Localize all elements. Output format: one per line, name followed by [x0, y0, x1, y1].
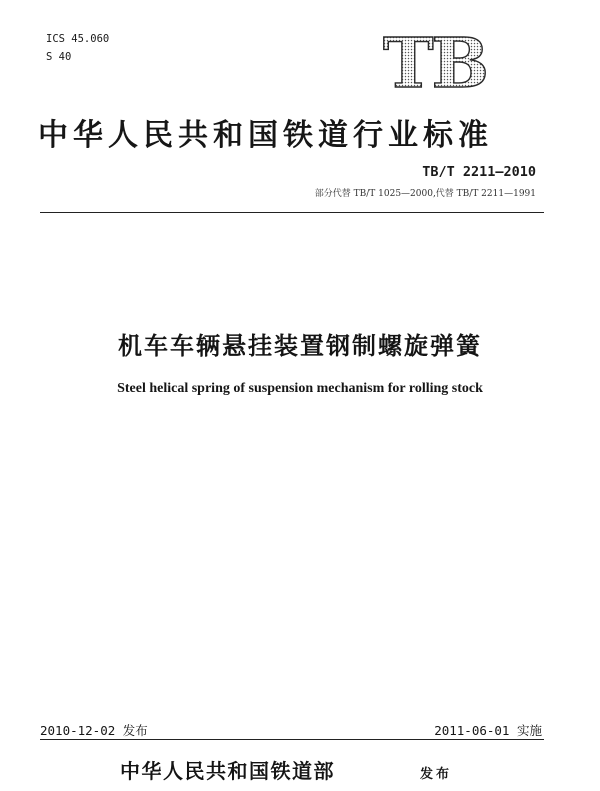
ccs-code: S 40 — [46, 51, 72, 63]
title-english: Steel helical spring of suspension mechanism for rolling stock — [117, 381, 483, 396]
title-chinese: 机车车辆悬挂装置钢制螺旋弹簧 — [118, 332, 482, 360]
top-divider — [40, 212, 544, 213]
ics-code: ICS 45.060 — [46, 33, 110, 45]
issue-date: 2010-12-02 发布 — [40, 723, 148, 738]
tb-logo-letters: TB — [382, 30, 488, 92]
bottom-divider — [40, 739, 544, 740]
replaces-note: 部分代替 TB/T 1025—2000,代替 TB/T 2211—1991 — [314, 189, 536, 199]
issuer-action: 发布 — [420, 767, 453, 782]
standard-code: TB/T 2211—2010 — [422, 164, 536, 180]
issuer-name: 中华人民共和国铁道部 — [120, 759, 335, 783]
masthead-title: 中华人民共和国铁道行业标准 — [38, 118, 493, 153]
implementation-date: 2011-06-01 实施 — [434, 723, 542, 738]
tb-logo — [380, 30, 490, 92]
